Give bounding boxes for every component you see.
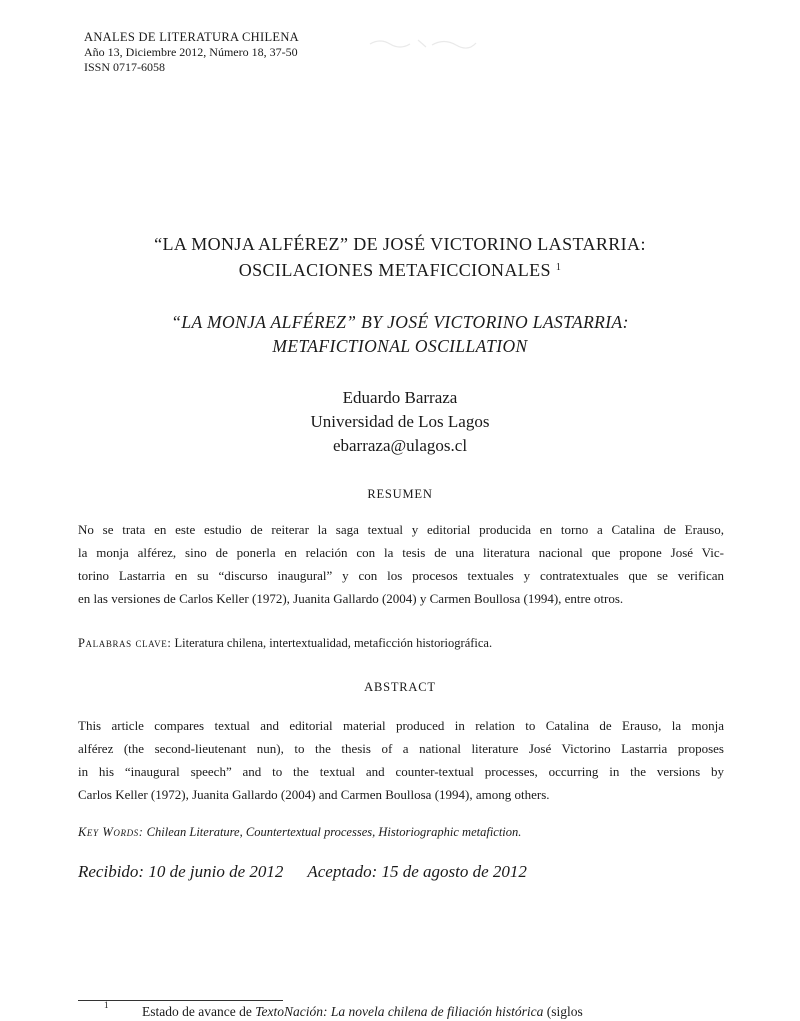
resumen-paragraph <box>78 518 724 610</box>
abstract-line: in his “inaugural speech” and to the textual and counter-textual processes, occurring in the versions by <box>78 764 724 779</box>
title-footnote-mark[interactable]: 1 <box>555 262 562 273</box>
author-name: Eduardo Barraza <box>342 388 458 407</box>
resumen-keywords <box>78 636 724 651</box>
resumen-line: torino Lastarria en su “discurso inaugural” y con los procesos textuales y contratextuales que se verifican <box>78 568 724 583</box>
footnote-text <box>142 1004 583 1020</box>
journal-issue: Año 13, Diciembre 2012, Número 18, 37-50 <box>84 45 298 59</box>
journal-header <box>84 30 299 75</box>
title-es-line1: “LA MONJA ALFÉREZ” DE JOSÉ VICTORINO LASTARRIA: <box>154 234 646 254</box>
author-email[interactable]: ebarraza@ulagos.cl <box>332 436 468 455</box>
received-date: Recibido: 10 de junio de 2012 <box>78 862 284 881</box>
footnote-prefix: Estado de avance de <box>142 1004 252 1019</box>
abstract-heading: ABSTRACT <box>364 680 436 694</box>
footnote-suffix: (siglos <box>546 1004 583 1019</box>
abstract-line: This article compares textual and editorial material produced in relation to Catalina de Erauso, la monja <box>78 718 724 733</box>
footnote-mark: 1 <box>104 1000 109 1010</box>
title-es-line2: OSCILACIONES METAFICCIONALES <box>238 260 551 280</box>
resumen-line: la monja alférez, sino de ponerla en relación con la tesis de una literatura nacional que propone José Vic- <box>78 545 724 560</box>
abstract-keywords <box>78 825 724 840</box>
journal-name: ANALES DE LITERATURA CHILENA <box>84 30 299 44</box>
resumen-heading: RESUMEN <box>367 487 433 501</box>
abstract-paragraph <box>78 714 724 806</box>
resumen-line: No se trata en este estudio de reiterar la saga textual y editorial producida en torno a Catalina de Erauso, <box>78 522 724 537</box>
resumen-line: en las versiones de Carlos Keller (1972), Juanita Gallardo (2004) y Carmen Boullosa (1994), entre otros. <box>78 591 624 606</box>
keywords-en: Chilean Literature, Countertextual processes, Historiographic metafiction. <box>146 825 522 839</box>
submission-dates <box>78 862 527 882</box>
abstract-line: Carlos Keller (1972), Juanita Gallardo (2004) and Carmen Boullosa (1994), among others. <box>78 787 550 802</box>
footnote-italic: TextoNación: La novela chilena de filiación histórica <box>255 1004 544 1019</box>
keywords-label-en: Key Words: <box>78 825 144 839</box>
journal-issn: ISSN 0717-6058 <box>84 60 166 74</box>
article-title-spanish <box>80 232 720 282</box>
keywords-es: Literatura chilena, intertextualidad, metaficción historiográfica. <box>174 636 493 650</box>
footnote-divider <box>78 1000 283 1001</box>
abstract-line: alférez (the second-lieutenant nun), to the thesis of a national literature José Victorino Lastarria proposes <box>78 741 724 756</box>
article-title-english <box>80 310 720 358</box>
author-block <box>200 386 600 458</box>
title-en-line2: METAFICTIONAL OSCILLATION <box>272 336 528 356</box>
faint-stamp-mark <box>368 36 478 50</box>
accepted-date: Aceptado: 15 de agosto de 2012 <box>307 862 527 881</box>
author-affiliation: Universidad de Los Lagos <box>310 412 490 431</box>
keywords-label-es: Palabras clave: <box>78 636 172 650</box>
title-en-line1: “LA MONJA ALFÉREZ” BY JOSÉ VICTORINO LASTARRIA: <box>171 312 629 332</box>
